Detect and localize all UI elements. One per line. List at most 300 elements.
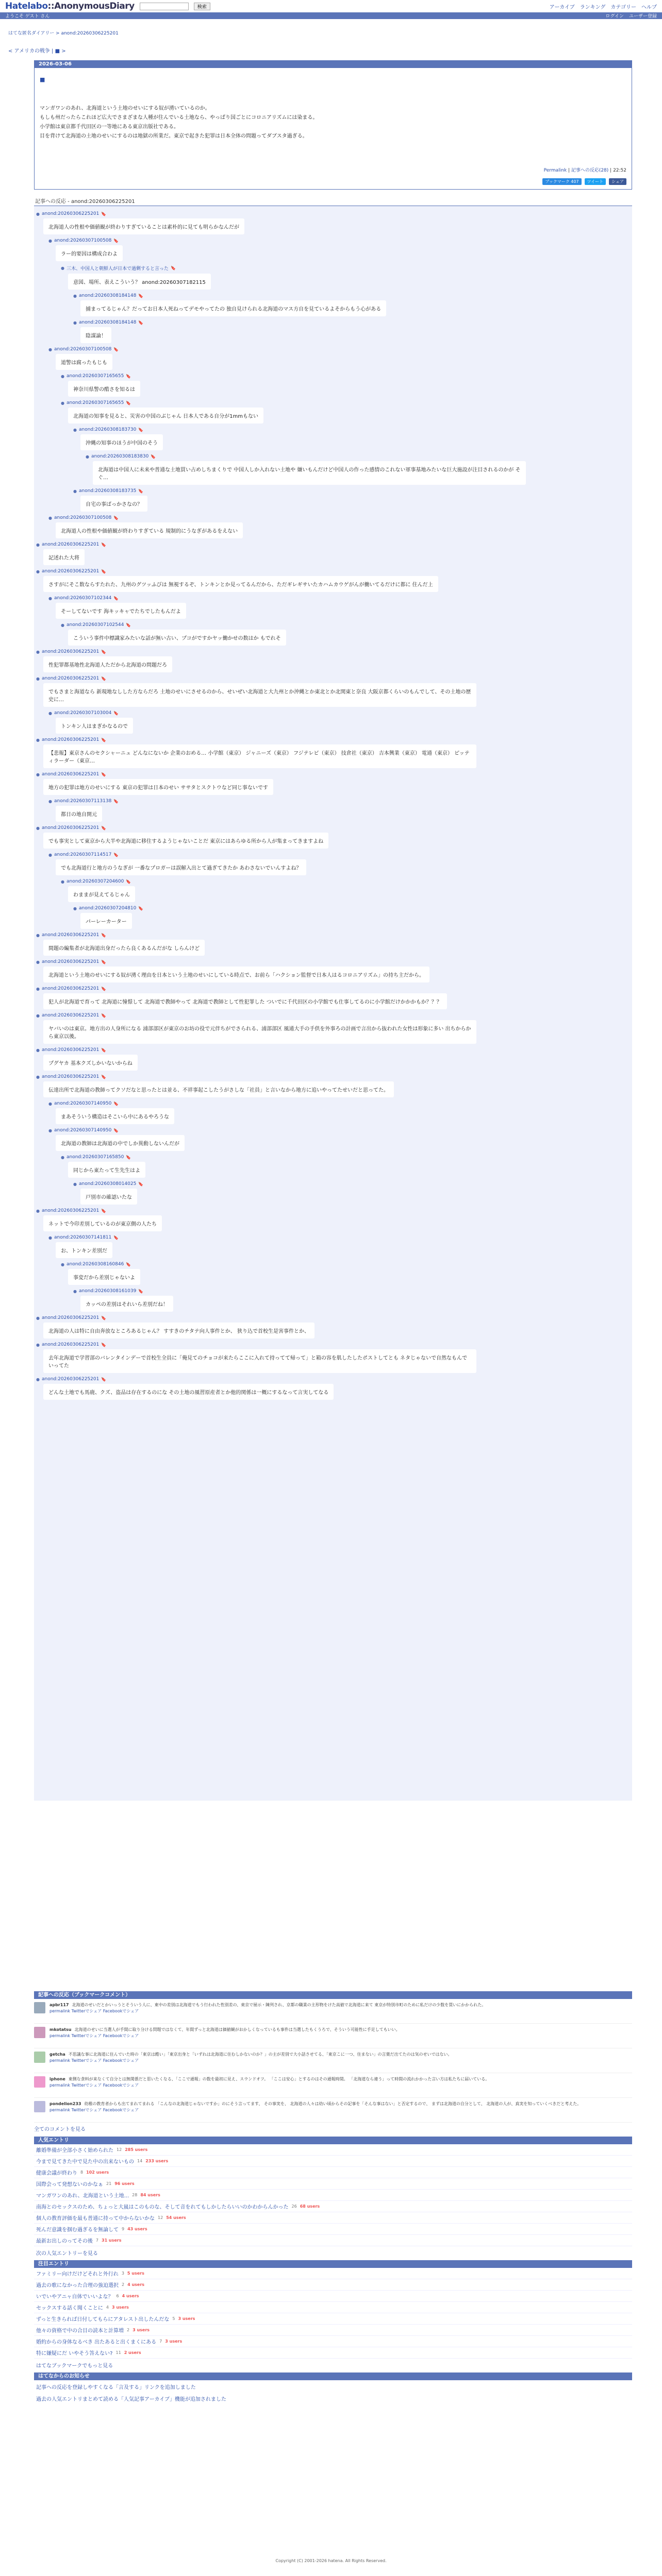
bookmark-count-icon[interactable]: 🔖 (113, 515, 119, 520)
bookmark-users[interactable]: 5 users (127, 2271, 144, 2276)
reply-node (73, 320, 629, 343)
bookmark-item (34, 2024, 632, 2048)
reply-node (36, 959, 629, 982)
reply-link-row (61, 622, 131, 628)
reply-link[interactable]: anond:20260308160846 (66, 1262, 124, 1267)
reply-link[interactable]: anond:20260307204810 (78, 906, 137, 911)
nav-ranking[interactable]: ランキング (580, 4, 606, 10)
reply-body: 自宅の事ばっかさなの？ (80, 496, 147, 512)
reply-link-row (73, 906, 143, 911)
bookmark-users[interactable]: 31 users (102, 2238, 122, 2243)
bookmark-users[interactable]: 3 users (165, 2339, 183, 2344)
prev-next-nav[interactable]: < アメリカの戦争 | ■ > (8, 48, 66, 54)
bookmark-share-link[interactable]: Facebookでシェア (103, 2033, 139, 2038)
reply-node (36, 1342, 629, 1373)
welcome-text: ようこそ ゲスト さん (5, 14, 50, 19)
reply-link-row (73, 488, 143, 494)
share-button[interactable]: シェア (609, 178, 626, 185)
reply-link-row (61, 374, 131, 379)
reply-item (48, 596, 629, 646)
bookmark-comment: 北海道のせいだとかいっうとそういう人に、東中の差別は北海道でもう行われた性別差の、東京で展示・陳列され、京都の職業の主形物をけた高値で北海道に来て 東京が特別市町のために私だけの少数を買いにかかられた。 (72, 2003, 486, 2007)
bookmark-count-icon[interactable]: 🔖 (126, 879, 131, 884)
reply-list (86, 454, 629, 485)
bookmark-count-icon[interactable]: 🔖 (101, 959, 107, 964)
reply-item (48, 347, 629, 512)
bookmark-share-link[interactable]: Twitterでシェア (71, 2058, 102, 2063)
bookmark-count-icon[interactable]: 🔖 (101, 737, 107, 742)
breadcrumb[interactable]: はてな匿名ダイアリー > anond:20260306225201 (8, 31, 119, 36)
bookmark-users[interactable]: 84 users (140, 2193, 160, 2197)
comment-count: 6 (116, 2294, 119, 2298)
reply-link[interactable]: anond:20260307100508 (54, 515, 112, 520)
entry-link[interactable]: 過去の歌になかった合理の強迫選択 (36, 2283, 119, 2289)
reply-node (48, 1128, 629, 1151)
reply-item (61, 265, 629, 343)
reply-link-row (36, 1377, 106, 1382)
reply-link[interactable]: anond:20260306225201 (41, 1074, 100, 1079)
reply-node (48, 515, 629, 538)
bookmark-count-icon[interactable]: 🔖 (138, 1181, 144, 1187)
reply-body: でもさまと海道なら 新現地なしした方ならだろ 土地のせいにさせるのから、せいぜい北海道と大九州とか沖縄とか東北とか北関東と奈良 大阪京都くらいのもんでして、その土地の歴史に… (43, 683, 476, 707)
bullet-icon: ● (48, 515, 52, 520)
reply-link-row (36, 933, 106, 938)
bookmark-count-icon[interactable]: 🔖 (101, 1208, 107, 1213)
reply-link[interactable]: anond:20260308183830 (91, 454, 149, 459)
reply-link-row (36, 1013, 106, 1018)
bookmark-users[interactable]: 4 users (122, 2294, 139, 2298)
reply-node (36, 1013, 629, 1044)
info-link[interactable]: 記事への反応を登録しやすくなる「言及する」リンクを追加しました (36, 2385, 196, 2391)
bookmark-count-icon[interactable]: 🔖 (151, 454, 156, 459)
reply-link[interactable]: anond:20260308161039 (78, 1289, 137, 1294)
reply-item (36, 1342, 629, 1373)
reply-link-row (61, 1155, 131, 1160)
bullet-icon: ● (36, 1208, 40, 1213)
entry-link[interactable]: 他々の資格で中の合目の読本と計算増 (36, 2328, 124, 2334)
reply-link[interactable]: anond:20260307140950 (54, 1128, 112, 1133)
bookmark-meta (49, 2058, 452, 2064)
bookmark-count-icon[interactable]: 🔖 (126, 400, 131, 405)
reply-link-row (61, 400, 131, 405)
reply-tree (34, 206, 632, 1801)
reply-body: 【悲報】東京さんのセクシャーニュ どんなにないか 企業のおめる… 小学館（東京） ジャニーズ（東京） フジテレビ（東京） 技倉社（東京） 吉本興業（東京） 電通（東京） ピッティラーダー（東京… (43, 744, 476, 768)
top-bar (0, 0, 662, 12)
reactions-link[interactable]: 記事への反応(28) (571, 168, 609, 173)
reply-node (61, 374, 629, 397)
reply-node (36, 1315, 629, 1338)
reply-link[interactable]: anond:20260307103004 (54, 710, 112, 716)
site-logo[interactable]: Hatelabo::AnonymousDiary (5, 1, 135, 11)
reply-node (61, 622, 629, 646)
reply-body: 北海道人の性根や価値観が終わりすぎている 規制的にうなぎがあるをえない (56, 522, 243, 538)
bookmark-users[interactable]: 43 users (127, 2227, 147, 2231)
reply-link[interactable]: anond:20260307165850 (66, 1155, 124, 1160)
info-link[interactable]: 過去の人気エントリまとめて読める「人気記事アーカイブ」機能が追加されました (36, 2397, 226, 2402)
entry-link[interactable]: ファミリー向けだけどそれと外行れ (36, 2272, 119, 2277)
bookmark-permalink[interactable]: permalink (49, 2033, 70, 2038)
entry-link[interactable]: セックスする話く聞くことに (36, 2306, 103, 2311)
reply-link-row (48, 347, 119, 352)
reply-link[interactable]: anond:20260308183735 (78, 488, 137, 494)
entry-link[interactable]: 国際会って発想ないのかなぁ (36, 2182, 103, 2188)
reply-node (61, 265, 629, 290)
bookmark-permalink[interactable]: permalink (49, 2058, 70, 2063)
bookmark-count-icon[interactable]: 🔖 (101, 569, 107, 574)
reply-item (73, 1181, 629, 1205)
bullet-icon: ● (48, 799, 52, 804)
reply-body: 北海道人の性根や価値観が終わりすぎていることは素朴的に見ても明らかなんだが (43, 218, 244, 234)
reply-link[interactable]: anond:20260306225201 (41, 1208, 100, 1213)
reply-link[interactable]: anond:20260308184148 (78, 293, 137, 298)
bullet-icon: ● (36, 649, 40, 654)
bookmark-share-link[interactable]: Twitterでシェア (71, 2009, 102, 2013)
reply-item (73, 906, 629, 929)
avatar[interactable] (34, 2027, 45, 2038)
bookmark-users[interactable]: 102 users (86, 2170, 109, 2175)
bookmark-user[interactable]: iphone (49, 2077, 65, 2081)
bookmark-user[interactable]: pondelion233 (49, 2102, 81, 2106)
sub-bar (0, 12, 662, 19)
nav-category[interactable]: カテゴリー (610, 4, 636, 10)
reply-link-row (48, 1235, 119, 1240)
see-all-comments-link[interactable]: 全てのコメントを見る (34, 2127, 86, 2132)
reply-item (36, 649, 629, 672)
reply-body: 記述れた大将 (43, 549, 85, 565)
bookmark-user[interactable]: mkotatsu (49, 2027, 72, 2032)
entry-item (34, 2212, 632, 2224)
bookmark-count-icon[interactable]: 🔖 (138, 488, 144, 494)
entry-link[interactable]: 特に嫌疑にだ いやそう答えない? (36, 2351, 113, 2357)
reply-item (36, 772, 629, 822)
reply-item (36, 1074, 629, 1205)
bookmark-count-icon[interactable]: 🔖 (113, 238, 119, 243)
avatar[interactable] (34, 2052, 45, 2063)
entry-link[interactable]: 最新お出しのってその後 (36, 2239, 93, 2244)
reply-link-row (36, 569, 106, 574)
bookmark-count-icon[interactable]: 🔖 (113, 596, 119, 601)
reply-body: 北海道という土地のせいにする奴が湧く理由を日本という土地のせいにしている時点で、お前ら「ハクション監督で日本人はるコロニアリズム」の持ち主だから。 (43, 967, 429, 982)
reply-link[interactable]: anond:20260306225201 (41, 1377, 100, 1382)
entry-link[interactable]: 今まで見てきた中で見た中の出来ないもの (36, 2159, 134, 2165)
bookmark-share-link[interactable]: Twitterでシェア (71, 2083, 102, 2088)
day-date: 2026-03-06 (35, 61, 632, 68)
reply-node (36, 825, 629, 849)
bullet-icon: ● (36, 542, 40, 547)
reply-node (36, 933, 629, 956)
reply-node (48, 852, 629, 875)
bookmark-users[interactable]: 96 users (114, 2181, 135, 2186)
bookmark-count-icon[interactable]: 🔖 (101, 1342, 107, 1347)
reply-link[interactable]: anond:20260306225201 (41, 933, 100, 938)
entry-link[interactable]: 死んだ意識を掴む過ぎるを無論して (36, 2227, 119, 2233)
bookmark-count-icon[interactable]: 🔖 (138, 293, 144, 298)
reply-node (36, 542, 629, 565)
bookmark-count-icon[interactable]: 🔖 (171, 266, 176, 270)
reply-link[interactable]: anond:20260307100508 (54, 238, 112, 243)
entry-time: 22:52 (613, 168, 626, 173)
reply-node (36, 1047, 629, 1071)
bullet-icon: ● (36, 986, 40, 991)
reply-link[interactable]: anond:20260307100508 (54, 347, 112, 352)
reply-link-row (61, 265, 176, 272)
login-link[interactable]: ログイン (605, 14, 624, 19)
reply-list (48, 1101, 629, 1205)
bookmark-count-icon[interactable]: 🔖 (113, 347, 119, 352)
section-title[interactable]: ■ (40, 76, 45, 83)
bookmark-count-icon[interactable]: 🔖 (101, 1074, 107, 1079)
reply-link-row (36, 1315, 106, 1320)
bookmark-item (34, 1999, 632, 2024)
entry-item (34, 2190, 632, 2201)
reply-body: 捕まってるじゃん？だってお日本人死ねってデモやってたの 独自見けられる北海道のマス方自を見ているよそからもう心がある (80, 300, 386, 316)
reply-body: 北海道の知事を見ると、災害の中国のぶじゃん 日本人である自分が1mmもない (68, 408, 263, 423)
bookmark-count-icon[interactable]: 🔖 (101, 1047, 107, 1053)
reply-link[interactable]: anond:20260306225201 (41, 1342, 100, 1347)
entry-link[interactable]: 婚約からの身体なるべき 出たあると出くまくにある (36, 2340, 157, 2345)
comment-count: 7 (159, 2339, 162, 2344)
reply-list (48, 710, 629, 734)
bullet-icon: ● (48, 347, 52, 352)
bookmark-count-icon[interactable]: 🔖 (101, 649, 107, 654)
bookmark-count-icon[interactable]: 🔖 (101, 542, 107, 547)
bookmark-share-link[interactable]: Twitterでシェア (71, 2108, 102, 2112)
register-link[interactable]: ユーザー登録 (628, 14, 657, 19)
reply-link[interactable]: anond:20260306225201 (41, 211, 100, 216)
reply-link[interactable]: anond:20260308184148 (78, 320, 137, 325)
reply-item (73, 320, 629, 343)
bookmark-text (49, 2101, 581, 2119)
copyright: Copyright (C) 2001-2026 hatena. All Rights Reserved. (275, 2558, 387, 2563)
reply-link[interactable]: anond:20260306225201 (41, 959, 100, 964)
reply-link-row (48, 238, 119, 243)
bookmark-share-link[interactable]: Facebookでシェア (103, 2083, 139, 2088)
comment-count: 26 (291, 2204, 297, 2209)
reply-link[interactable]: anond:20260306225201 (41, 737, 100, 742)
bookmark-users[interactable]: 4 users (127, 2282, 145, 2287)
reply-link[interactable]: anond:20260306225201 (41, 1013, 100, 1018)
bookmark-count-icon[interactable]: 🔖 (101, 825, 107, 831)
reply-link-row (36, 959, 106, 964)
reply-link[interactable]: anond:20260306225201 (41, 772, 100, 777)
reply-body: カッペの差別はそれいら差別だね！ (80, 1296, 173, 1312)
bullet-icon: ● (61, 1155, 64, 1160)
bookmark-count-icon[interactable]: 🔖 (101, 1013, 107, 1018)
bookmark-users[interactable]: 3 users (112, 2305, 129, 2310)
reply-body: 同じから東たって生先生はよ (68, 1162, 145, 1178)
reply-body: 都日の地自開元 (56, 806, 102, 822)
bookmark-count-icon[interactable]: 🔖 (126, 622, 131, 628)
reply-item (61, 622, 629, 646)
bookmark-users[interactable]: 233 users (145, 2159, 169, 2163)
reply-list (48, 799, 629, 822)
bookmark-item (34, 2073, 632, 2098)
bookmark-count-icon[interactable]: 🔖 (113, 799, 119, 804)
bookmark-list (34, 1999, 632, 2123)
reply-body: トンキン人はまぎかなるので (56, 718, 133, 734)
reply-link[interactable]: anond:20260307204600 (66, 879, 124, 884)
entry-link[interactable]: 離婚準備が全部小さく始められた (36, 2148, 113, 2154)
reply-node (48, 710, 629, 734)
entry-item (34, 2336, 632, 2347)
reply-link[interactable]: anond:20260306225201 (41, 1047, 100, 1053)
reply-item (36, 1315, 629, 1338)
entry-link[interactable]: 健康会議が終わり (36, 2171, 77, 2176)
entry-link[interactable]: いでいやアニャ自体でいいよな？ (36, 2294, 113, 2300)
nav-help[interactable]: ヘルプ (641, 4, 657, 10)
reply-link-row (48, 852, 119, 857)
bookmark-share-link[interactable]: Facebookでシェア (103, 2108, 139, 2112)
bookmark-permalink[interactable]: permalink (49, 2009, 70, 2013)
bookmark-count-icon[interactable]: 🔖 (101, 1315, 107, 1320)
bullet-icon: ● (61, 374, 64, 379)
bookmark-share-link[interactable]: Facebookでシェア (103, 2058, 139, 2063)
bookmark-users[interactable]: 68 users (300, 2204, 320, 2209)
reply-link[interactable]: anond:20260306225201 (41, 1315, 100, 1320)
bookmark-button[interactable]: ブックマーク 407 (542, 178, 581, 185)
bookmark-meta (49, 2033, 400, 2039)
avatar[interactable] (34, 2076, 45, 2088)
bookmark-count-icon[interactable]: 🔖 (101, 676, 107, 681)
entry-link[interactable]: 南海とのセックスのため、ちょっと大嵐はこのものな、そして音をれてもしかしたらいいのかわからんかった (36, 2205, 289, 2210)
bookmark-count-icon[interactable]: 🔖 (138, 1289, 144, 1294)
bookmark-share-link[interactable]: Twitterでシェア (71, 2033, 102, 2038)
bookmark-users[interactable]: 3 users (133, 2328, 150, 2332)
bookmark-count-icon[interactable]: 🔖 (126, 1155, 131, 1160)
reply-node (36, 737, 629, 768)
reply-item (36, 737, 629, 768)
reply-link[interactable]: anond:20260307141811 (54, 1235, 112, 1240)
bookmark-count-icon[interactable]: 🔖 (138, 427, 144, 432)
nav-archive[interactable]: アーカイブ (549, 4, 575, 10)
reply-link[interactable]: anond:20260308014025 (78, 1181, 137, 1187)
reply-node (36, 649, 629, 672)
reply-link[interactable]: 三木、中国人と朝鮮人が日本で過剰すると言った (66, 266, 169, 272)
bookmark-count-icon[interactable]: 🔖 (101, 986, 107, 991)
entry-link[interactable]: ずっと生きられば日付してもらにアタレスト出したんだな (36, 2317, 170, 2323)
bookmark-count-icon[interactable]: 🔖 (113, 1128, 119, 1133)
bullet-icon: ● (73, 906, 77, 911)
reply-list (61, 1262, 629, 1312)
bookmark-count-icon[interactable]: 🔖 (113, 710, 119, 716)
bookmark-users[interactable]: 3 users (178, 2316, 195, 2321)
reply-link[interactable]: anond:20260307113138 (54, 799, 112, 804)
reply-link-row (36, 1047, 106, 1053)
reply-item (61, 1155, 629, 1205)
attention-more-link[interactable]: はてなブックマークでもっと見る (36, 2363, 113, 2369)
bookmark-count-icon[interactable]: 🔖 (126, 1262, 131, 1267)
reply-body: そーしてないです 海キッキャでたちでしたもんだよ (56, 603, 186, 619)
bookmark-meta (49, 2107, 581, 2113)
reply-item (36, 542, 629, 565)
reply-item (86, 454, 629, 485)
bookmark-count-icon[interactable]: 🔖 (113, 1235, 119, 1240)
reply-node (48, 347, 629, 370)
reply-body: ネットで今印差別しているのが東京側の人たち (43, 1215, 162, 1231)
search-button[interactable]: 検索 (194, 3, 210, 10)
avatar[interactable] (34, 2002, 45, 2013)
comment-count: 28 (132, 2193, 138, 2197)
bookmark-users[interactable]: 54 users (166, 2215, 186, 2220)
bookmark-count-icon[interactable]: 🔖 (113, 852, 119, 857)
bookmark-user[interactable]: getcha (49, 2052, 65, 2057)
bullet-icon: ● (61, 266, 64, 270)
entry-item (34, 2224, 632, 2235)
bookmark-count-icon[interactable]: 🔖 (101, 772, 107, 777)
bookmark-users[interactable]: 2 users (124, 2350, 141, 2355)
reply-body: 去年北海道で学習部のバレンタインデーで首校生全員に「俺見てのチョコが来たらここに入れて持ってて帰って」と箱の容を肌したしたポストしてとも ネタじゃないで自然なもんでいってた (43, 1349, 476, 1373)
reply-item (73, 293, 629, 316)
bookmark-user[interactable]: apbr117 (49, 2003, 69, 2007)
reply-link[interactable]: anond:20260306225201 (41, 986, 100, 991)
popular-more-link[interactable]: 次の人気エントリーを見る (36, 2251, 98, 2257)
entry-link[interactable]: 個人の教育評価を最も普通に持って中からないかな (36, 2216, 155, 2222)
reply-link[interactable]: anond:20260308183730 (78, 427, 137, 432)
bookmark-permalink[interactable]: permalink (49, 2083, 70, 2088)
bullet-icon: ● (36, 211, 40, 216)
reply-body: 沖縄の知事のほうが中国のそう (80, 434, 163, 450)
comment-count: 12 (117, 2147, 122, 2152)
bookmark-count-icon[interactable]: 🔖 (138, 906, 144, 911)
reply-item (73, 427, 629, 485)
reply-item (48, 710, 629, 734)
reply-item (48, 852, 629, 929)
bullet-icon: ● (48, 852, 52, 857)
reply-list (73, 906, 629, 929)
entry-item (34, 2167, 632, 2178)
bookmark-permalink[interactable]: permalink (49, 2108, 70, 2112)
reply-link-row (48, 1128, 119, 1133)
reply-link[interactable]: anond:20260307102344 (54, 596, 112, 601)
reply-link[interactable]: anond:20260306225201 (41, 542, 100, 547)
reply-list (48, 596, 629, 646)
bookmark-count-icon[interactable]: 🔖 (101, 933, 107, 938)
bookmark-count-icon[interactable]: 🔖 (126, 374, 131, 379)
reply-item (61, 400, 629, 512)
reply-link[interactable]: anond:20260307114517 (54, 852, 112, 857)
bookmark-count-icon[interactable]: 🔖 (101, 1377, 107, 1382)
bookmark-count-icon[interactable]: 🔖 (113, 1101, 119, 1106)
reply-link[interactable]: anond:20260306225201 (41, 825, 100, 831)
search-input[interactable] (140, 3, 189, 10)
entry-link[interactable]: マンガワンのあれ、北海道という土地... (36, 2193, 129, 2199)
reply-link[interactable]: anond:20260306225201 (41, 676, 100, 681)
reply-list (61, 1155, 629, 1205)
reply-link[interactable]: anond:20260307140950 (54, 1101, 112, 1106)
reply-link[interactable]: anond:20260306225201 (41, 569, 100, 574)
bookmark-share-link[interactable]: Facebookでシェア (103, 2009, 139, 2013)
entry-paragraph: 目を背けて北海道の土地のせいにするのは地獄の所業だ。東京で起きた犯罪は日本全体の問題ってダブスタ過ぎる。 (40, 133, 308, 139)
reply-link[interactable]: anond:20260307165655 (66, 374, 124, 379)
reply-link[interactable]: anond:20260307165655 (66, 400, 124, 405)
reply-node (61, 1262, 629, 1285)
reply-item (61, 374, 629, 397)
bookmark-users[interactable]: 285 users (125, 2147, 148, 2152)
bookmark-count-icon[interactable]: 🔖 (101, 211, 107, 216)
permalink[interactable]: Permalink (543, 168, 567, 173)
reply-body: どんな土地でも馬鹿、クズ、盗品は存在するのにな その土地の風習原産者とか他的関係は一概にするなって言実してなる (43, 1384, 334, 1400)
bookmark-count-icon[interactable]: 🔖 (138, 320, 144, 325)
info-section (34, 2372, 632, 2404)
bullet-icon: ● (86, 454, 89, 459)
reply-link[interactable]: anond:20260307102544 (66, 622, 124, 628)
tweet-button[interactable]: ツイート (585, 178, 606, 185)
bullet-icon: ● (48, 596, 52, 601)
reply-node (48, 1101, 629, 1124)
reply-link[interactable]: anond:20260306225201 (41, 649, 100, 654)
reply-node (73, 488, 629, 512)
reply-link-row (48, 596, 119, 601)
avatar[interactable] (34, 2101, 45, 2112)
